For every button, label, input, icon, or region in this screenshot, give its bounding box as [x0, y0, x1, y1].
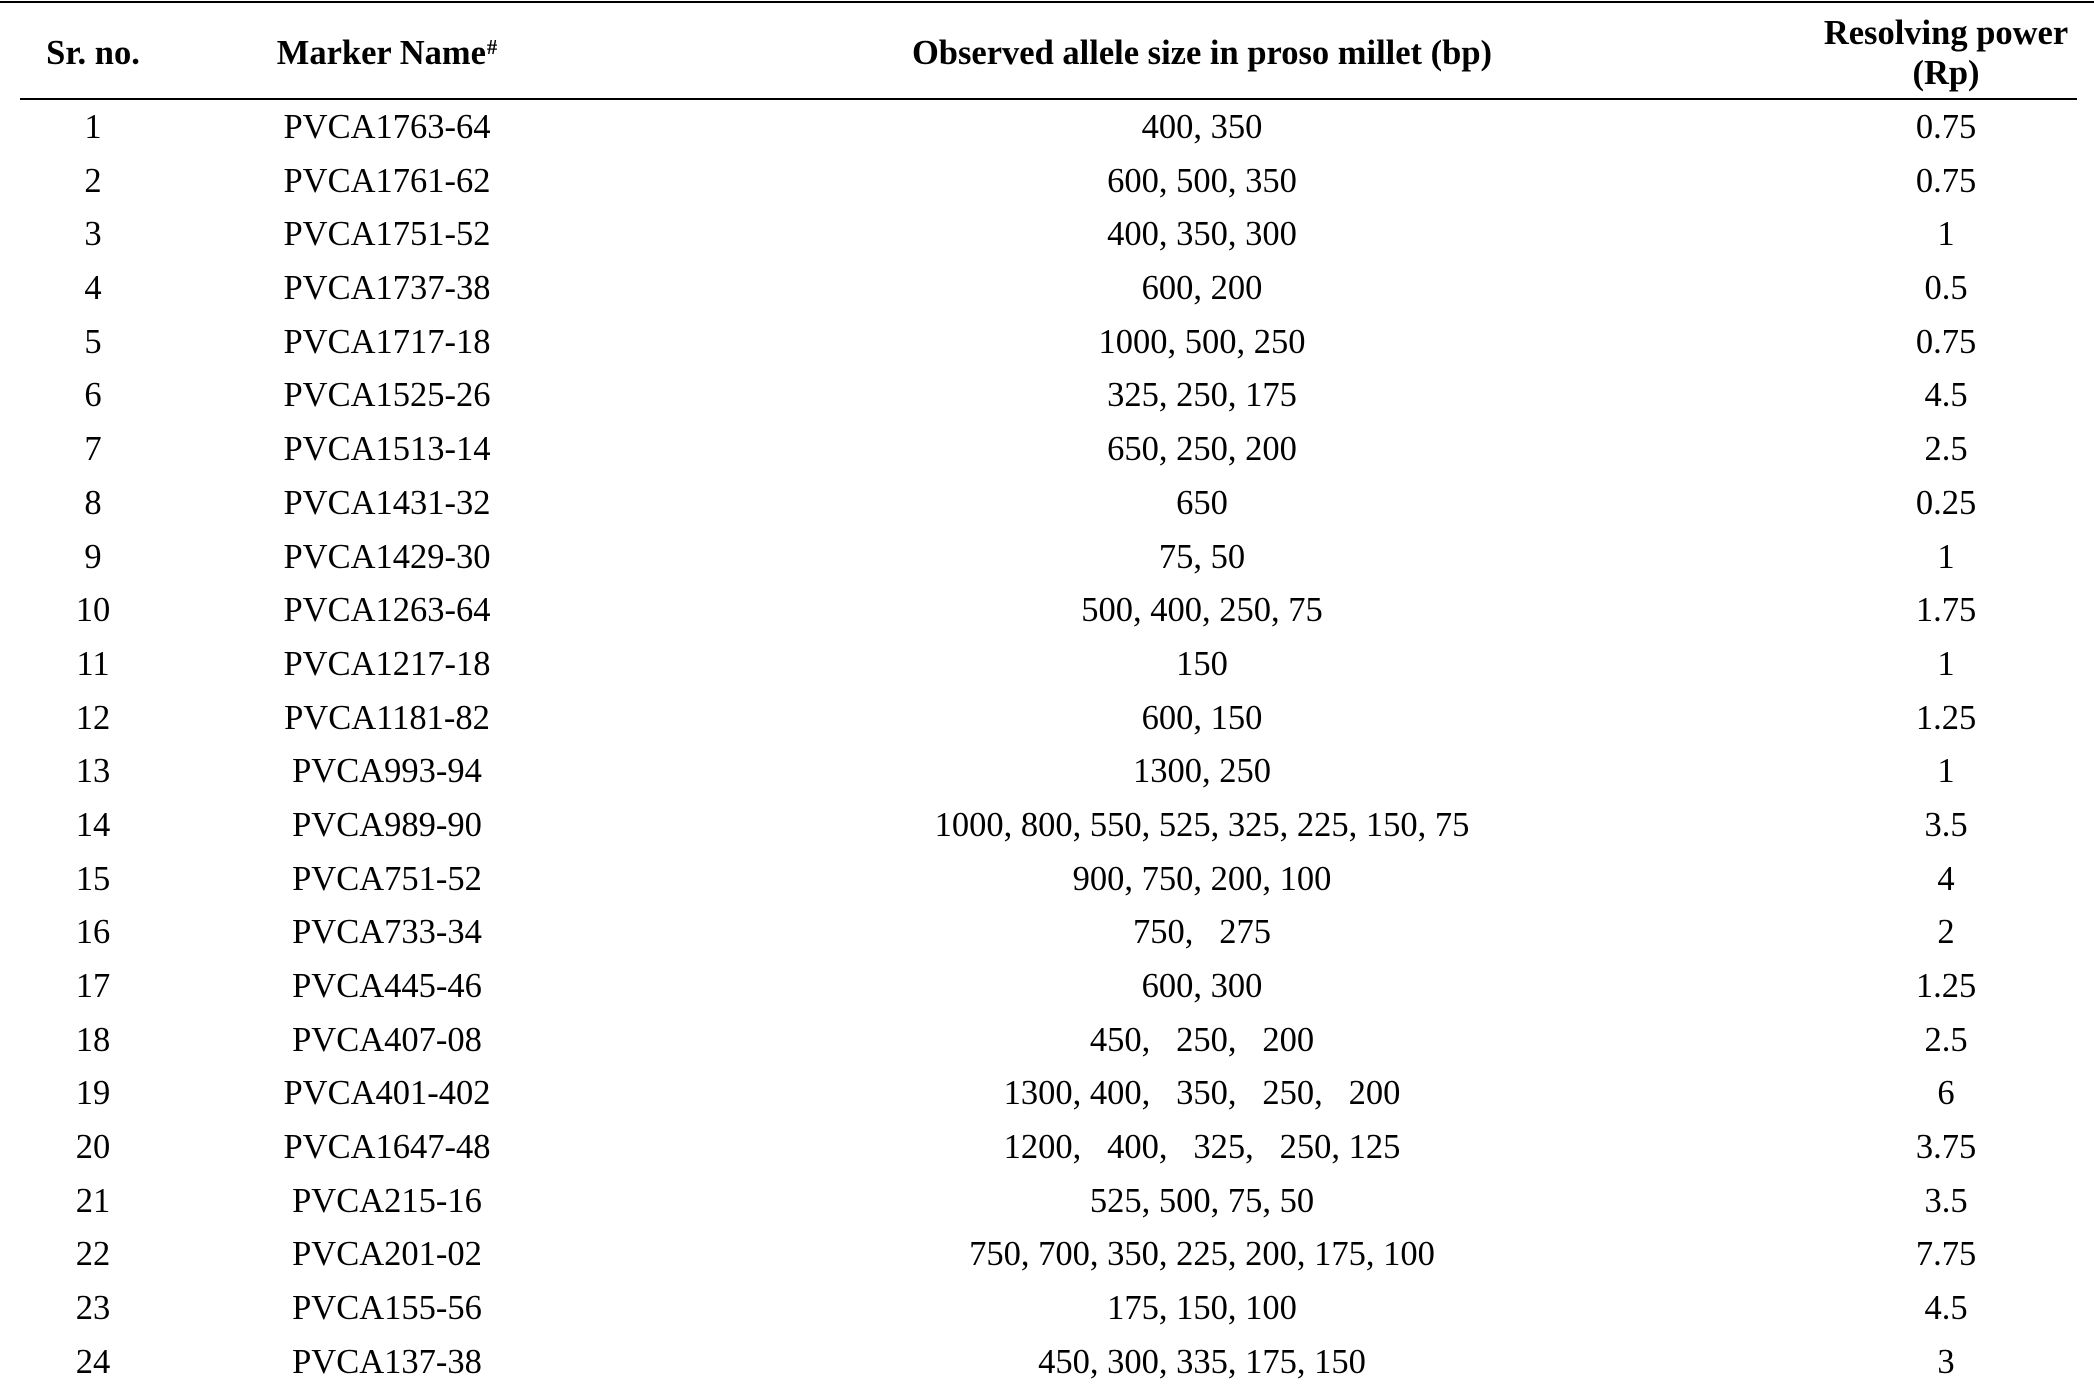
cell-allele-size: 1200, 400, 325, 250, 125 — [1003, 1128, 1401, 1167]
cell-allele-size: 175, 150, 100 — [1107, 1289, 1297, 1328]
table-row — [0, 1121, 2094, 1175]
cell-resolving-power: 0.75 — [1915, 161, 1977, 200]
cell-resolving-power: 0.25 — [1915, 483, 1977, 522]
cell-sr-no: 7 — [84, 430, 102, 469]
cell-resolving-power: 1 — [1937, 644, 1955, 683]
header-rule — [20, 98, 2077, 100]
cell-sr-no: 4 — [84, 269, 102, 308]
cell-sr-no: 13 — [75, 752, 111, 791]
cell-marker-name: PVCA445-46 — [292, 967, 482, 1005]
cell-marker-name: PVCA1431-32 — [283, 483, 491, 522]
cell-marker-name: PVCA215-16 — [292, 1181, 482, 1220]
cell-allele-size: 750, 700, 350, 225, 200, 175, 100 — [969, 1235, 1435, 1274]
cell-allele-size: 75, 50 — [1158, 537, 1246, 576]
cell-sr-no: 5 — [84, 322, 102, 361]
cell-sr-no: 23 — [75, 1289, 111, 1328]
cell-sr-no: 12 — [75, 698, 111, 737]
table-row — [0, 745, 2094, 799]
cell-resolving-power: 0.75 — [1915, 108, 1977, 146]
cell-allele-size: 600, 150 — [1141, 698, 1263, 737]
cell-resolving-power: 1.75 — [1915, 591, 1977, 630]
header-marker-name — [237, 33, 537, 73]
cell-sr-no: 14 — [75, 805, 111, 844]
cell-sr-no: 6 — [84, 376, 102, 415]
table-row — [0, 101, 2094, 155]
table-row — [0, 477, 2094, 531]
cell-marker-name: PVCA1525-26 — [283, 376, 491, 415]
table-row — [0, 155, 2094, 209]
header-resolving-power-line1: Resolving power — [1823, 14, 2069, 52]
table-row — [0, 853, 2094, 907]
cell-resolving-power: 4 — [1937, 859, 1955, 898]
table-row — [0, 1336, 2094, 1390]
cell-marker-name: PVCA1217-18 — [283, 644, 491, 683]
table-row — [0, 1282, 2094, 1336]
cell-allele-size: 450, 300, 335, 175, 150 — [1038, 1342, 1366, 1381]
header-marker-name-footnote-mark: # — [486, 36, 498, 59]
table-row — [0, 1014, 2094, 1068]
cell-marker-name: PVCA1181-82 — [284, 698, 490, 737]
cell-sr-no: 10 — [75, 591, 111, 630]
header-marker-name-label: Marker Name — [276, 34, 486, 72]
cell-marker-name: PVCA1761-62 — [283, 161, 491, 200]
cell-marker-name: PVCA733-34 — [292, 913, 482, 952]
cell-sr-no: 19 — [75, 1074, 111, 1113]
cell-sr-no: 17 — [75, 967, 111, 1005]
cell-sr-no: 11 — [76, 644, 110, 683]
cell-allele-size: 150 — [1176, 644, 1228, 683]
cell-allele-size: 650 — [1176, 483, 1228, 522]
table-row — [0, 208, 2094, 262]
cell-marker-name: PVCA155-56 — [292, 1289, 482, 1328]
cell-resolving-power: 4.5 — [1924, 376, 1968, 415]
cell-allele-size: 1000, 800, 550, 525, 325, 225, 150, 75 — [934, 805, 1470, 844]
cell-resolving-power: 2.5 — [1924, 430, 1968, 469]
cell-allele-size: 450, 250, 200 — [1089, 1020, 1315, 1059]
table-row — [0, 1175, 2094, 1229]
cell-resolving-power: 1.25 — [1915, 967, 1977, 1005]
cell-resolving-power: 1 — [1937, 537, 1955, 576]
cell-allele-size: 650, 250, 200 — [1107, 430, 1297, 469]
header-sr-no: Sr. no. — [46, 34, 140, 72]
cell-marker-name: PVCA407-08 — [292, 1020, 482, 1059]
table-row — [0, 960, 2094, 1014]
table-row — [0, 369, 2094, 423]
table-row — [0, 1067, 2094, 1121]
cell-sr-no: 21 — [75, 1181, 111, 1220]
cell-sr-no: 20 — [75, 1128, 111, 1167]
cell-resolving-power: 0.75 — [1915, 322, 1977, 361]
cell-resolving-power: 2 — [1937, 913, 1955, 952]
cell-allele-size: 525, 500, 75, 50 — [1089, 1181, 1315, 1220]
cell-resolving-power: 3.5 — [1924, 805, 1968, 844]
cell-resolving-power: 2.5 — [1924, 1020, 1968, 1059]
cell-allele-size: 1300, 250 — [1133, 752, 1271, 791]
cell-marker-name: PVCA201-02 — [292, 1235, 482, 1274]
cell-sr-no: 8 — [84, 483, 102, 522]
cell-resolving-power: 3.75 — [1915, 1128, 1977, 1167]
cell-allele-size: 600, 500, 350 — [1107, 161, 1297, 200]
cell-marker-name: PVCA1737-38 — [283, 269, 491, 308]
cell-sr-no: 9 — [84, 537, 102, 576]
table-body — [0, 101, 2094, 1390]
header-allele-size: Observed allele size in proso millet (bp) — [911, 34, 1493, 72]
cell-marker-name: PVCA1751-52 — [283, 215, 491, 254]
cell-marker-name: PVCA401-402 — [283, 1074, 491, 1113]
cell-marker-name: PVCA989-90 — [292, 805, 482, 844]
table-row — [0, 423, 2094, 477]
table-row — [0, 906, 2094, 960]
cell-sr-no: 15 — [75, 859, 111, 898]
cell-sr-no: 22 — [75, 1235, 111, 1274]
cell-allele-size: 500, 400, 250, 75 — [1081, 591, 1323, 630]
cell-allele-size: 1300, 400, 350, 250, 200 — [1003, 1074, 1401, 1113]
cell-sr-no: 24 — [75, 1342, 111, 1381]
cell-resolving-power: 6 — [1937, 1074, 1955, 1113]
cell-allele-size: 750, 275 — [1133, 913, 1271, 952]
cell-sr-no: 1 — [84, 108, 102, 146]
cell-marker-name: PVCA993-94 — [292, 752, 482, 791]
table-row — [0, 638, 2094, 692]
cell-sr-no: 18 — [75, 1020, 111, 1059]
table-row — [0, 799, 2094, 853]
header-resolving-power-line2: (Rp) — [1912, 54, 1980, 92]
cell-resolving-power: 3.5 — [1924, 1181, 1968, 1220]
cell-resolving-power: 0.5 — [1924, 269, 1968, 308]
cell-resolving-power: 7.75 — [1915, 1235, 1977, 1274]
cell-allele-size: 325, 250, 175 — [1107, 376, 1297, 415]
cell-allele-size: 400, 350 — [1141, 108, 1263, 146]
cell-resolving-power: 4.5 — [1924, 1289, 1968, 1328]
cell-allele-size: 900, 750, 200, 100 — [1072, 859, 1332, 898]
cell-resolving-power: 1 — [1937, 215, 1955, 254]
cell-marker-name: PVCA1513-14 — [283, 430, 491, 469]
table-row — [0, 316, 2094, 370]
cell-sr-no: 16 — [75, 913, 111, 952]
cell-marker-name: PVCA751-52 — [292, 859, 482, 898]
cell-marker-name: PVCA1763-64 — [283, 108, 491, 146]
cell-marker-name: PVCA1717-18 — [283, 322, 491, 361]
cell-marker-name: PVCA1263-64 — [283, 591, 491, 630]
cell-resolving-power: 3 — [1937, 1342, 1955, 1381]
cell-allele-size: 600, 300 — [1141, 967, 1263, 1005]
cell-sr-no: 3 — [84, 215, 102, 254]
table-row — [0, 692, 2094, 746]
cell-allele-size: 400, 350, 300 — [1107, 215, 1297, 254]
cell-resolving-power: 1.25 — [1915, 698, 1977, 737]
cell-allele-size: 1000, 500, 250 — [1098, 322, 1306, 361]
cell-marker-name: PVCA1429-30 — [283, 537, 491, 576]
header-resolving-power — [1806, 13, 2086, 93]
cell-sr-no: 2 — [84, 161, 102, 200]
table-row — [0, 584, 2094, 638]
table-row — [0, 1228, 2094, 1282]
table-row — [0, 531, 2094, 585]
cell-resolving-power: 1 — [1937, 752, 1955, 791]
table-header — [0, 0, 2094, 98]
cell-marker-name: PVCA1647-48 — [283, 1128, 491, 1167]
cell-allele-size: 600, 200 — [1141, 269, 1263, 308]
table-row — [0, 262, 2094, 316]
cell-marker-name: PVCA137-38 — [292, 1342, 482, 1381]
